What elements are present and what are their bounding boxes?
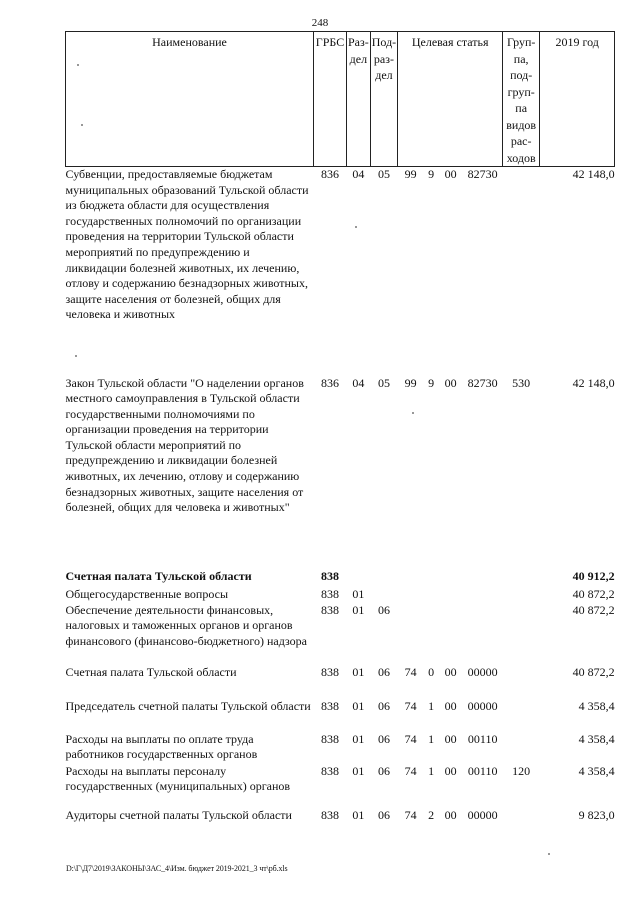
row-target-1: 99	[404, 375, 417, 390]
row-razdel: 01	[352, 664, 365, 679]
table-row	[66, 808, 615, 842]
row-target-2: 1	[428, 731, 435, 746]
row-group: 530	[512, 375, 531, 390]
row-razdel: 01	[352, 602, 365, 617]
row-target-1	[398, 603, 424, 665]
row-grbs: 838	[321, 586, 339, 601]
row-target-4: 00110	[467, 731, 498, 746]
row-group	[503, 603, 540, 665]
row-grbs: 838	[321, 763, 339, 778]
table-row	[66, 665, 615, 699]
row-target-1: 99	[404, 167, 417, 181]
row-target-2: 9	[428, 167, 435, 181]
row-target-4: 00110	[467, 763, 498, 778]
row-razdel: 01	[352, 586, 365, 601]
row-podrazdel: 06	[377, 731, 390, 746]
row-podrazdel: 06	[377, 664, 390, 679]
row-target-3: 00	[444, 807, 457, 822]
row-target-3	[439, 603, 463, 665]
row-target-4: 00000	[467, 698, 498, 713]
scan-speck	[548, 853, 550, 855]
header-target: Целевая статья	[398, 32, 503, 167]
row-sum-2019: 42 148,0	[572, 167, 615, 181]
row-target-1	[398, 569, 424, 587]
row-name: Субвенции, предоставляемые бюджетам муниципальных образований Тульской области из бюджета области для осуществления государственных полномочий по организации проведения на территории Тульской области мероприятий по предупреждению и ликвидации болезней животных, их лечению, отлову и содержанию безнадзорных животных, защите населения от болезней, общих для человека и животных	[65, 167, 309, 322]
row-target-2: 9	[428, 375, 435, 390]
scan-speck	[77, 64, 79, 66]
row-razdel: 01	[352, 698, 365, 713]
row-name: Закон Тульской области "О наделении органов местного самоуправления в Тульской области государственными полномочиями по организации проведения на территории Тульской области мероприятий по предупреждению и ликвидации болезней животных, их лечению, отлову и содержанию безнадзорных животных, защите населения от болезней, общих для человека и животных"	[65, 375, 304, 515]
row-target-3: 00	[444, 375, 457, 390]
file-path-footer: D:\Г\Д7\2019\ЗАКОНЫ\ЗАС_4\Изм. бюджет 2019-2021_3 чт\рб.xls	[66, 864, 288, 873]
row-group: 120	[512, 763, 531, 778]
row-grbs: 838	[321, 698, 339, 713]
row-target-1	[398, 587, 424, 603]
row-sum-2019: 4 358,4	[578, 698, 615, 713]
table-row	[66, 732, 615, 764]
row-target-4	[463, 587, 503, 603]
row-grbs: 836	[321, 375, 339, 390]
scan-speck	[355, 226, 357, 228]
row-podrazdel	[370, 587, 397, 603]
header-year: 2019 год	[540, 32, 615, 167]
row-razdel: 04	[352, 167, 365, 181]
row-sum-2019: 4 358,4	[578, 731, 615, 746]
row-group	[503, 569, 540, 587]
row-target-2: 2	[428, 807, 435, 822]
row-sum-2019: 40 872,2	[572, 586, 615, 601]
row-podrazdel: 06	[377, 807, 390, 822]
row-razdel: 01	[352, 731, 365, 746]
table-row	[66, 376, 615, 569]
row-podrazdel	[370, 569, 397, 587]
row-target-2: 1	[428, 763, 435, 778]
row-sum-2019: 42 148,0	[572, 375, 615, 390]
row-name: Счетная палата Тульской области	[65, 664, 237, 679]
row-grbs: 838	[321, 664, 339, 679]
scan-speck	[75, 355, 77, 357]
row-target-1: 74	[404, 731, 417, 746]
table-body	[66, 167, 615, 842]
row-target-3: 00	[444, 664, 457, 679]
row-sum-2019: 40 872,2	[572, 602, 615, 617]
row-target-3: 00	[444, 763, 457, 778]
row-grbs: 836	[321, 167, 339, 181]
row-target-4: 82730	[467, 167, 498, 181]
row-grbs: 838	[321, 731, 339, 746]
row-target-1: 74	[404, 807, 417, 822]
row-target-4	[463, 603, 503, 665]
row-name: Счетная палата Тульской области	[65, 568, 252, 583]
row-podrazdel: 06	[377, 763, 390, 778]
row-grbs: 838	[321, 568, 339, 583]
header-group: Груп- па, под- груп- па видов рас- ходов	[503, 32, 540, 167]
row-sum-2019: 40 872,2	[572, 664, 615, 679]
row-target-3	[439, 587, 463, 603]
row-target-4: 00000	[467, 807, 498, 822]
row-target-1: 74	[404, 763, 417, 778]
row-group	[503, 699, 540, 732]
scan-speck	[81, 124, 83, 126]
header-grbs: ГРБС	[314, 32, 347, 167]
row-razdel: 01	[352, 807, 365, 822]
row-target-3: 00	[444, 731, 457, 746]
row-name: Аудиторы счетной палаты Тульской области	[65, 807, 292, 822]
table-row	[66, 699, 615, 732]
row-target-2	[424, 587, 439, 603]
row-target-3: 00	[444, 698, 457, 713]
row-name: Расходы на выплаты персоналу государственных (муниципальных) органов	[65, 763, 291, 794]
row-sum-2019: 4 358,4	[578, 763, 615, 778]
row-podrazdel: 06	[377, 602, 390, 617]
row-target-4: 82730	[467, 375, 498, 390]
row-target-3	[439, 569, 463, 587]
row-name: Расходы на выплаты по оплате труда работников государственных органов	[65, 731, 258, 762]
row-grbs: 838	[321, 602, 339, 617]
row-razdel: 04	[352, 375, 365, 390]
table-row	[66, 587, 615, 603]
row-group	[503, 808, 540, 842]
table-row	[66, 603, 615, 665]
row-target-2: 1	[428, 698, 435, 713]
row-target-4: 00000	[467, 664, 498, 679]
row-name: Общегосударственные вопросы	[65, 586, 229, 601]
row-target-3: 00	[444, 167, 457, 181]
row-name: Председатель счетной палаты Тульской области	[65, 698, 311, 713]
table-row	[66, 764, 615, 808]
row-name: Обеспечение деятельности финансовых, налоговых и таможенных органов и органов финансового (финансово-бюджетного) надзора	[65, 602, 307, 648]
row-podrazdel: 05	[377, 167, 390, 181]
row-group	[503, 665, 540, 699]
row-sum-2019: 9 823,0	[578, 807, 615, 822]
scan-speck	[412, 412, 414, 414]
row-sum-2019: 40 912,2	[572, 568, 615, 583]
row-razdel	[347, 569, 371, 587]
header-razdel: Раз- дел	[347, 32, 371, 167]
row-target-2	[424, 603, 439, 665]
table-row	[66, 167, 615, 376]
row-group	[503, 732, 540, 764]
header-name: Наименование	[66, 32, 314, 167]
table-row	[66, 569, 615, 587]
budget-table	[65, 31, 615, 842]
row-podrazdel: 06	[377, 698, 390, 713]
row-group	[503, 167, 540, 376]
row-target-2	[424, 569, 439, 587]
row-grbs: 838	[321, 807, 339, 822]
row-razdel: 01	[352, 763, 365, 778]
row-target-2: 0	[428, 664, 435, 679]
header-podrazdel: Под- раз- дел	[370, 32, 397, 167]
page-number: 248	[311, 17, 329, 29]
row-podrazdel: 05	[377, 375, 390, 390]
row-target-1: 74	[404, 664, 417, 679]
table-header	[66, 32, 615, 167]
row-target-4	[463, 569, 503, 587]
row-group	[503, 587, 540, 603]
row-target-1: 74	[404, 698, 417, 713]
